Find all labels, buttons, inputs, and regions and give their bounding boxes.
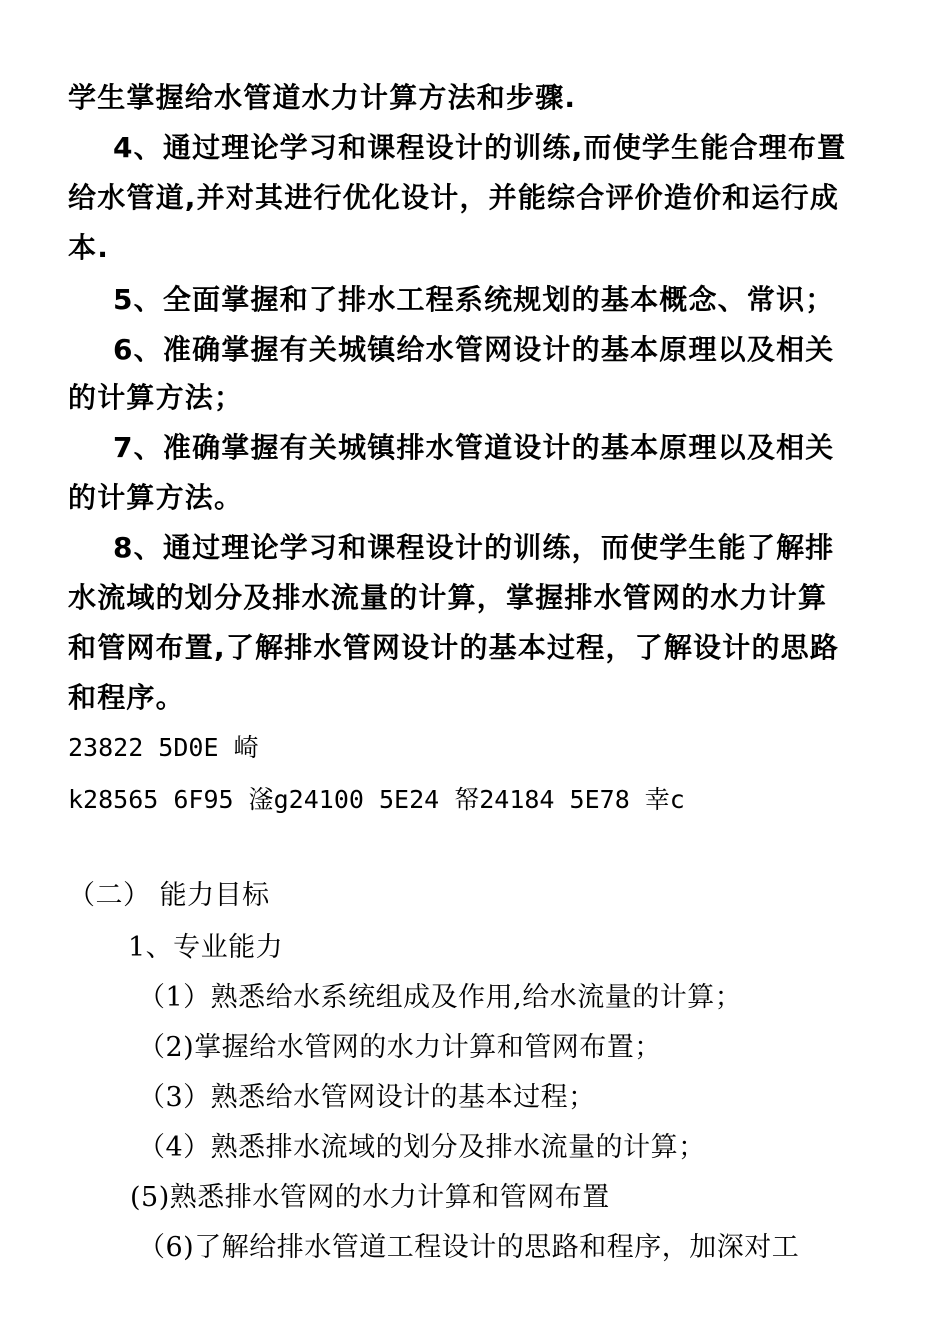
paragraph-line-13: 和程序。 xyxy=(68,681,185,714)
list-item: （6)了解给排水管道工程设计的思路和程序，加深对工 xyxy=(138,1232,800,1263)
section-heading: （二） 能力目标 xyxy=(68,880,270,911)
garbled-text-line-2: k28565 6F95 滏g24100 5E24 帑24184 5E78 幸c xyxy=(68,785,685,814)
paragraph-line-7: 的计算方法； xyxy=(68,381,244,414)
paragraph-line-12: 和管网布置,了解排水管网设计的基本过程，了解设计的思路 xyxy=(68,631,840,664)
paragraph-line-6: 6、准确掌握有关城镇给水管网设计的基本原理以及相关 xyxy=(113,333,835,366)
paragraph-line-8: 7、准确掌握有关城镇排水管道设计的基本原理以及相关 xyxy=(113,431,835,464)
paragraph-line-9: 的计算方法。 xyxy=(68,481,244,514)
paragraph-line-4: 本. xyxy=(68,231,110,264)
paragraph-line-3: 给水管道,并对其进行优化设计，并能综合评价造价和运行成 xyxy=(68,181,840,214)
list-item: (5)熟悉排水管网的水力计算和管网布置 xyxy=(130,1182,610,1213)
subheading: 1、专业能力 xyxy=(128,932,284,963)
paragraph-line-11: 水流域的划分及排水流量的计算，掌握排水管网的水力计算 xyxy=(68,581,828,614)
list-item: （4）熟悉排水流域的划分及排水流量的计算； xyxy=(138,1132,706,1163)
garbled-text-line-1: 23822 5D0E 崎 xyxy=(68,733,259,762)
paragraph-line-2: 4、通过理论学习和课程设计的训练,而使学生能合理布置 xyxy=(113,131,847,164)
list-item: （1）熟悉给水系统组成及作用,给水流量的计算； xyxy=(138,982,743,1013)
paragraph-line-1: 学生掌握给水管道水力计算方法和步骤. xyxy=(68,81,577,114)
paragraph-line-5: 5、全面掌握和了排水工程系统规划的基本概念、常识； xyxy=(113,283,835,316)
paragraph-line-10: 8、通过理论学习和课程设计的训练，而使学生能了解排 xyxy=(113,531,835,564)
list-item: （3）熟悉给水管网设计的基本过程； xyxy=(138,1082,596,1113)
list-item: （2)掌握给水管网的水力计算和管网布置； xyxy=(138,1032,662,1063)
